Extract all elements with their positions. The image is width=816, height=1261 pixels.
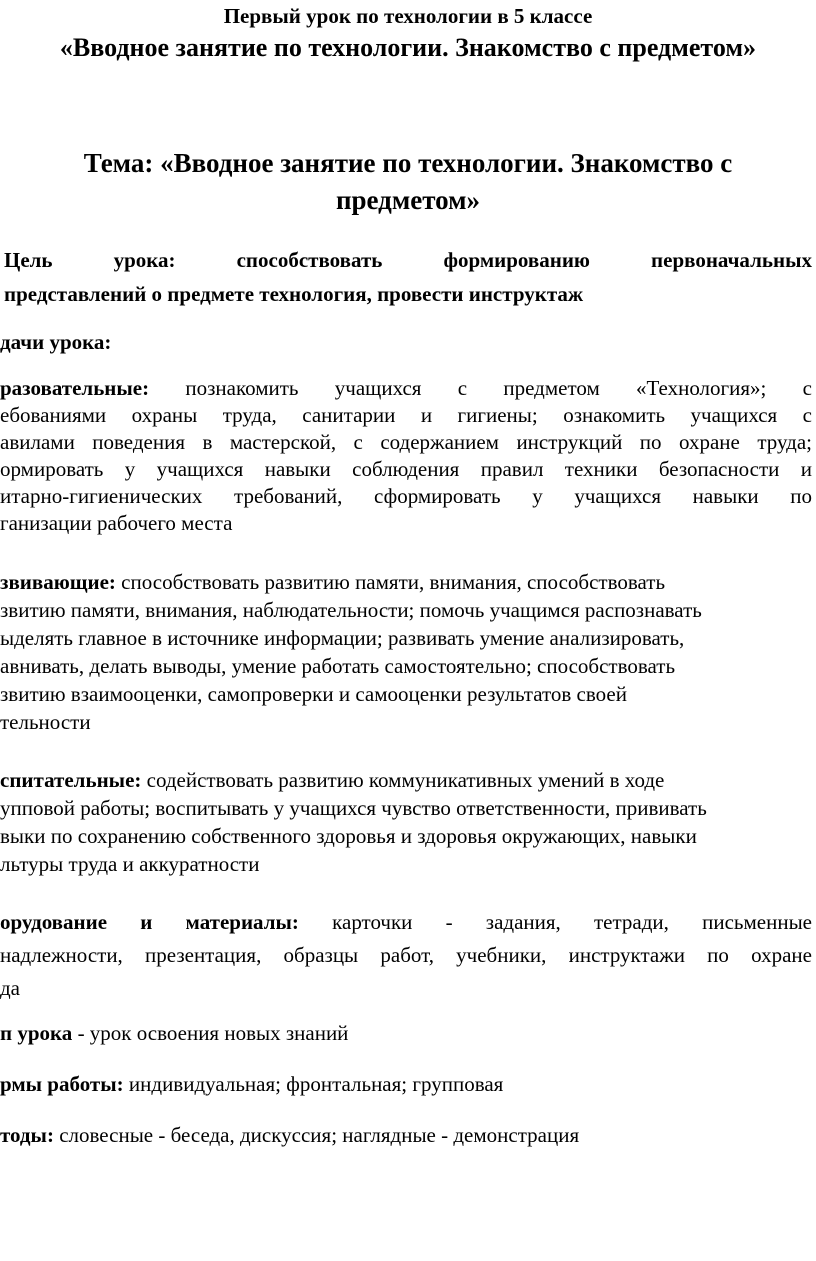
educational-label: разовательные: xyxy=(0,376,150,400)
upbringing-label: спитательные: xyxy=(0,768,142,792)
goal-word: урока: xyxy=(113,248,176,272)
methods xyxy=(0,1122,579,1148)
educational-line: разовательные: познакомить учащихся с предметом «Технология»; с xyxy=(0,376,812,400)
goal-word: первоначальных xyxy=(651,248,812,272)
goal-word: способствовать xyxy=(236,248,383,272)
lesson-goal-line-2: представлений о предмете технология, провести инструктаж xyxy=(4,282,584,306)
lesson-goal xyxy=(4,243,812,311)
lesson-topic xyxy=(0,145,816,219)
developing-line: звитию памяти, внимания, наблюдательности; помочь учащимся распознавать xyxy=(0,598,702,622)
methods-value: словесные - беседа, дискуссия; наглядные - демонстрация xyxy=(53,1123,580,1147)
developing-tasks xyxy=(0,568,816,736)
educational-line: авилами поведения в мастерской, с содержанием инструкций по охране труда; xyxy=(0,430,812,454)
lesson-type-value: - урок освоения новых знаний xyxy=(72,1021,349,1045)
work-forms-label: рмы работы: xyxy=(0,1072,124,1096)
upbringing-line: спитательные: содействовать развитию коммуникативных умений в ходе xyxy=(0,768,665,792)
upbringing-line: льтуры труда и аккуратности xyxy=(0,852,260,876)
goal-word: формированию xyxy=(443,248,590,272)
educational-line: итарно-гигиенических требований, сформировать у учащихся навыки по xyxy=(0,484,812,508)
developing-line: звитию взаимооценки, самопроверки и самооценки результатов своей xyxy=(0,682,627,706)
equipment-line: орудование и материалы: карточки - задания, тетради, письменные xyxy=(0,910,812,934)
methods-label: тоды: xyxy=(0,1123,54,1147)
educational-line: ормировать у учащихся навыки соблюдения правил техники безопасности и xyxy=(0,457,812,481)
lesson-type-label: п урока xyxy=(0,1021,73,1045)
developing-line: ыделять главное в источнике информации; развивать умение анализировать, xyxy=(0,626,685,650)
lesson-goal-line-1 xyxy=(4,243,812,277)
educational-line: ганизации рабочего места xyxy=(0,511,233,535)
equipment-label: орудование и материалы: xyxy=(0,910,299,934)
work-forms-value: индивидуальная; фронтальная; групповая xyxy=(123,1072,504,1096)
equipment-materials xyxy=(0,906,812,1005)
lesson-topic-line-1: Тема: «Вводное занятие по технологии. Знакомство с xyxy=(83,148,733,178)
upbringing-line: выки по сохранению собственного здоровья и здоровья окружающих, навыки xyxy=(0,824,697,848)
lesson-topic-line-2: предметом» xyxy=(335,185,481,215)
developing-label: звивающие: xyxy=(0,570,116,594)
upbringing-line: упповой работы; воспитывать у учащихся чувство ответственности, прививать xyxy=(0,796,707,820)
document-title-main: «Вводное занятие по технологии. Знакомство с предметом» xyxy=(59,33,757,62)
upbringing-tasks xyxy=(0,766,816,878)
goal-word: Цель xyxy=(4,248,53,272)
educational-line: ебованиями охраны труда, санитарии и гигиены; ознакомить учащихся с xyxy=(0,403,812,427)
developing-line: авнивать, делать выводы, умение работать самостоятельно; способствовать xyxy=(0,654,676,678)
developing-line: звивающие: способствовать развитию памяти, внимания, способствовать xyxy=(0,570,666,594)
work-forms xyxy=(0,1071,503,1097)
developing-line: тельности xyxy=(0,710,91,734)
educational-tasks xyxy=(0,375,812,537)
equipment-line: надлежности, презентация, образцы работ, учебники, инструктажи по охране xyxy=(0,943,812,967)
tasks-heading: дачи урока: xyxy=(0,330,112,354)
document-title-small: Первый урок по технологии в 5 классе xyxy=(223,4,593,28)
equipment-line: да xyxy=(0,976,21,1000)
lesson-type xyxy=(0,1020,348,1046)
